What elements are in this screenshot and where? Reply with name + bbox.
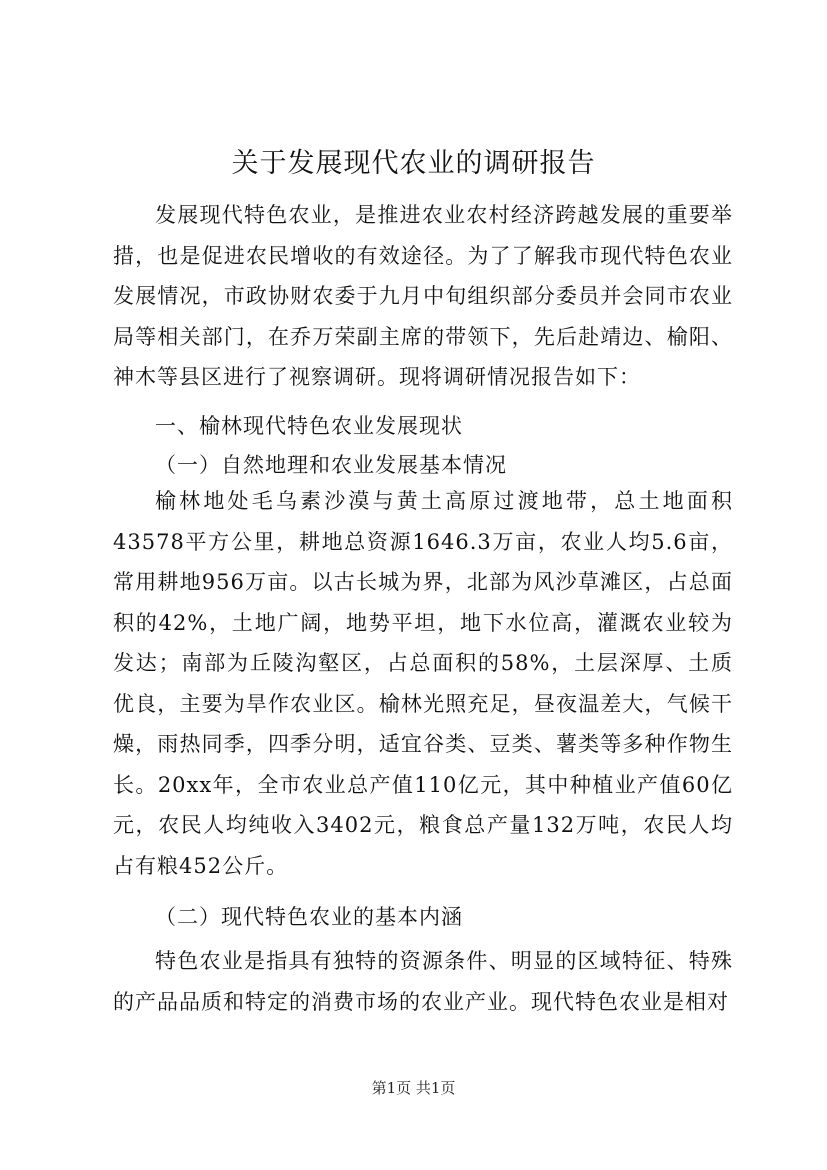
page-number-footer: 第1页 共1页 xyxy=(371,1079,456,1097)
subsection-2-paragraph: 特色农业是指具有独特的资源条件、明显的区域特征、特殊的产品品质和特定的消费市场的农业产业。现代特色农业是相对 xyxy=(113,949,733,1014)
section-heading: 一、榆林现代特色农业发展现状 xyxy=(155,414,463,438)
intro-paragraph: 发展现代特色农业，是推进农业农村经济跨越发展的重要举措，也是促进农民增收的有效途径。为了了解我市现代特色农业发展情况，市政协财农委于九月中旬组织部分委员并会同市农业局等相关部门，在乔万荣副主席的带领下，先后赴靖边、榆阳、神木等县区进行了视察调研。现将调研情况报告如下： xyxy=(113,203,733,389)
subsection-heading-2: （二）现代特色农业的基本内涵 xyxy=(155,905,463,929)
subsection-heading-1: （一）自然地理和农业发展基本情况 xyxy=(155,453,507,477)
document-title: 关于发展现代农业的调研报告 xyxy=(231,148,596,179)
subsection-1-paragraph: 榆林地处毛乌素沙漠与黄土高原过渡地带，总土地面积43578平方公里，耕地总资源1646.3万亩，农业人均5.6亩，常用耕地956万亩。以古长城为界，北部为风沙草滩区，占总面积的42%，土地广阔，地势平坦，地下水位高，灌溉农业较为发达；南部为丘陵沟壑区，占总面积的58%，土层深厚、土质优良，主要为旱作农业区。榆林光照充足，昼夜温差大，气候干燥，雨热同季，四季分明，适宜谷类、豆类、薯类等多种作物生长。20xx年，全市农业总产值110亿元，其中种植业产值60亿元，农民人均纯收入3402元，粮食总产量132万吨，农民人均占有粮452公斤。 xyxy=(113,489,733,878)
